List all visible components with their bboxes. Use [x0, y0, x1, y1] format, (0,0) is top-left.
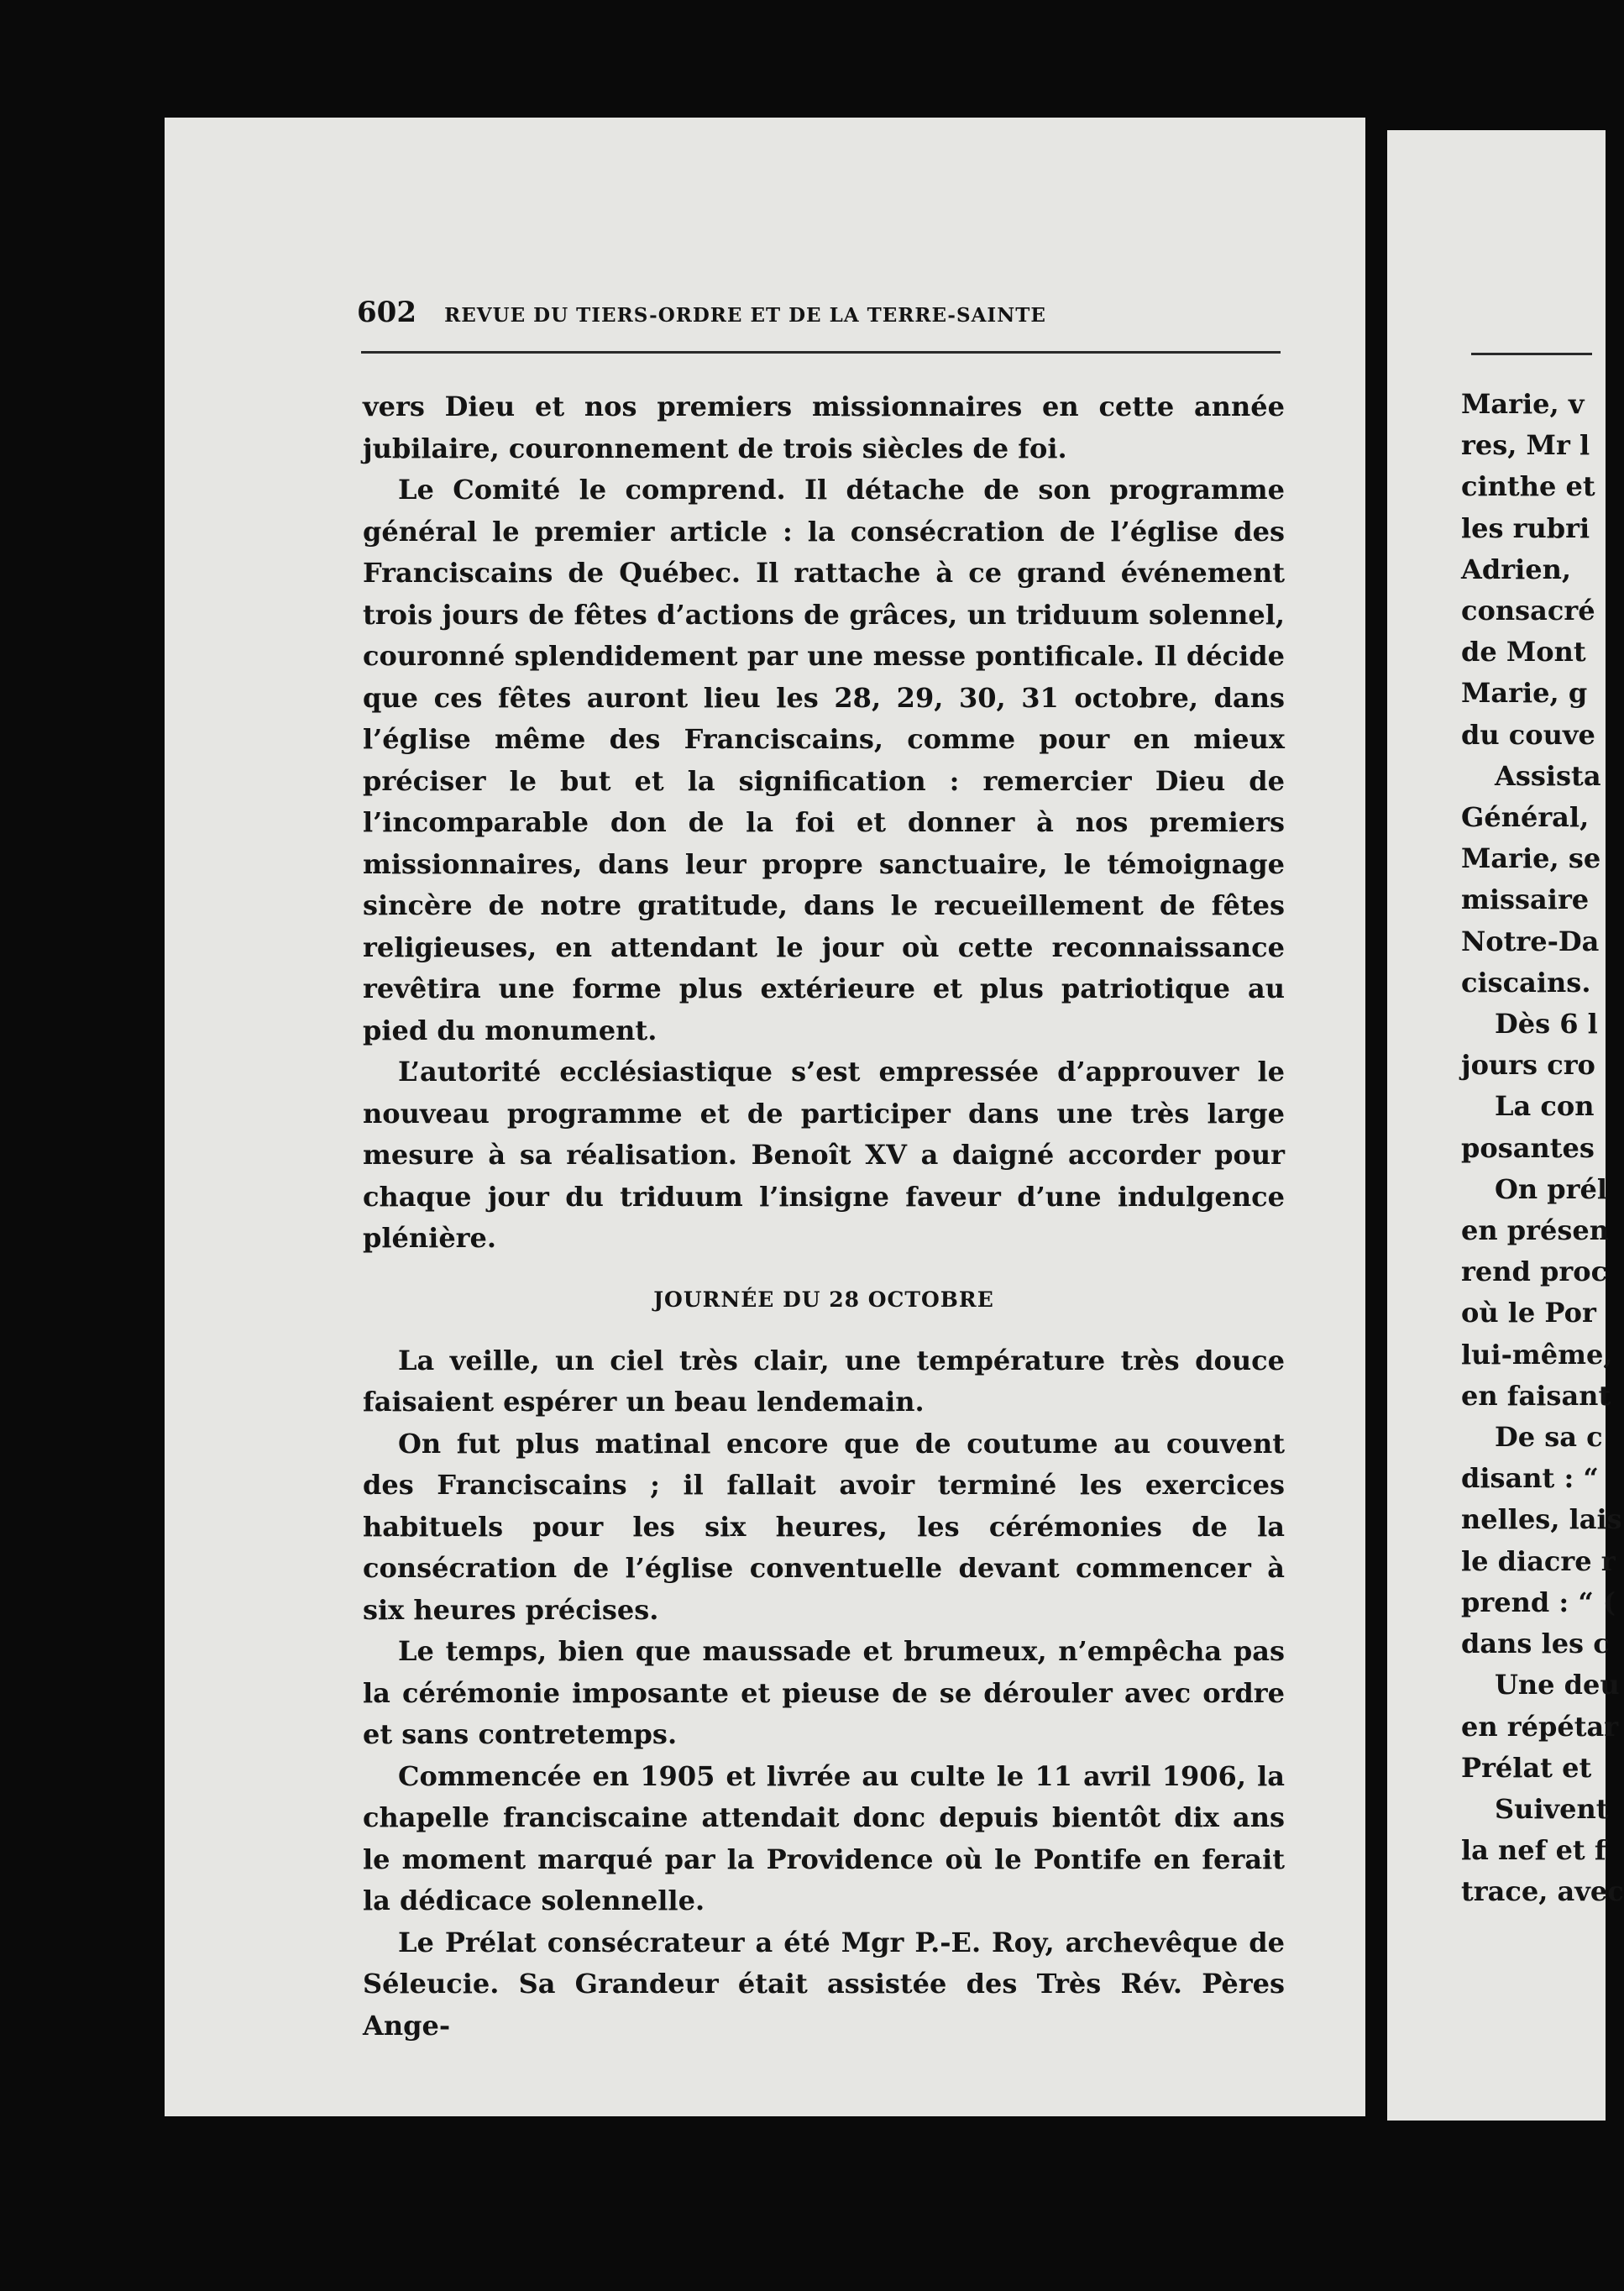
right-page-line: res, Mr l	[1461, 429, 1590, 462]
right-page-line: trace, avec	[1461, 1875, 1624, 1908]
right-page-line: rend proc	[1461, 1256, 1608, 1288]
paragraph: vers Dieu et nos premiers missionnaires en cette année jubilaire, couronnement de trois siècles de foi.	[363, 391, 1285, 464]
right-page-line: Marie, v	[1461, 388, 1585, 420]
right-page-line: Général,	[1461, 801, 1590, 834]
paragraph: La veille, un ciel très clair, une température très douce faisaient espérer un beau lendemain.	[363, 1344, 1285, 1418]
right-page-line: Une deu	[1495, 1669, 1620, 1701]
right-page-line: missaire	[1461, 883, 1590, 916]
paragraph: Le temps, bien que maussade et brumeux, n’empêcha pas la cérémonie imposante et pieuse de se dérouler avec ordre et sans contretemps.	[363, 1635, 1285, 1750]
right-page-line: Marie, se	[1461, 842, 1601, 875]
right-page-rule	[1471, 353, 1592, 355]
header-title: REVUE DU TIERS-ORDRE ET DE LA TERRE-SAINTE	[444, 304, 1046, 327]
right-page-line: cinthe et	[1461, 470, 1595, 503]
running-head	[357, 296, 1281, 329]
right-page-line: Prélat et	[1461, 1751, 1592, 1784]
right-page-line: en présen	[1461, 1214, 1609, 1247]
right-page-line: Assista	[1495, 759, 1601, 792]
page-number: 602	[357, 296, 416, 329]
right-page-line: la nef et f	[1461, 1834, 1606, 1867]
right-page-line: La con	[1495, 1090, 1595, 1123]
right-page-line: en faisant	[1461, 1379, 1611, 1412]
right-page-line: dans les c	[1461, 1628, 1610, 1660]
right-page-line: Adrien,	[1461, 553, 1571, 585]
section-heading: JOURNÉE DU 28 OCTOBRE	[653, 1287, 994, 1312]
paragraph: Le Comité le comprend. Il détache de son programme général le premier article : la consécration de l’église des Franciscains de Québec. Il rattache à ce grand événement trois jours de fêtes d’actions de grâces, un triduum solennel, couronné splendidement par une messe pontificale. Il décide que ces fêtes auront lieu les 28, 29, 30, 31 octobre, dans l’église même des Franciscains, comme pour en mieux préciser le but et la signification : remercier Dieu de l’incomparable don de la foi et donner à nos premiers missionnaires, dans leur propre sanctuaire, le témoignage sincère de notre gratitude, dans le recueillement de fêtes religieuses, en attendant le jour où cette reconnaissance revêtira une forme plus extérieure et plus patriotique au pied du monument.	[363, 474, 1285, 1046]
right-page-line: le diacre r	[1461, 1544, 1616, 1577]
right-page-line: consacré	[1461, 595, 1595, 627]
right-page-line: posantes	[1461, 1131, 1595, 1164]
right-page-line: De sa c	[1495, 1421, 1603, 1454]
right-page-line: les rubri	[1461, 511, 1590, 544]
right-page-line: Dès 6 l	[1495, 1008, 1598, 1041]
right-page-line: en répétar	[1461, 1710, 1619, 1743]
right-page-line: On prél	[1495, 1172, 1608, 1205]
right-page-line: Marie, g	[1461, 677, 1588, 710]
right-page-line: jours cro	[1461, 1049, 1595, 1082]
paragraph: On fut plus matinal encore que de coutume au couvent des Franciscains ; il fallait avoir terminé les exercices habituels pour les six heures, les cérémonies de la consécration de l’église conventuelle devant commencer à six heures précises.	[363, 1427, 1285, 1626]
right-page-line: disant : “	[1461, 1462, 1599, 1495]
right-page-line: ciscains.	[1461, 966, 1591, 999]
right-page-line: prend : “ (	[1461, 1586, 1616, 1618]
paragraph: Commencée en 1905 et livrée au culte le 11 avril 1906, la chapelle franciscaine attendait donc depuis bientôt dix ans le moment marqué par la Providence où le Pontife en ferait la dédicace solennelle.	[363, 1759, 1285, 1916]
header-rule	[361, 351, 1281, 354]
right-page-text	[1461, 384, 1624, 1913]
right-page-line: nelles, lais	[1461, 1503, 1622, 1536]
paragraph: Le Prélat consécrateur a été Mgr P.-E. Roy, archevêque de Séleucie. Sa Grandeur était assistée des Très Rév. Pères Ange-	[363, 1926, 1285, 2042]
right-page-line: Notre-Da	[1461, 925, 1600, 957]
right-page-line: où le Por	[1461, 1297, 1596, 1329]
right-page-line: de Mont	[1461, 636, 1586, 668]
right-page-line: Suivent	[1495, 1792, 1609, 1825]
paragraph: L’autorité ecclésiastique s’est empressée d’approuver le nouveau programme et de participer dans une très large mesure à sa réalisation. Benoît XV a daigné accorder pour chaque jour du triduum l’insigne faveur d’une indulgence plénière.	[363, 1056, 1285, 1254]
right-page-line: du couve	[1461, 718, 1595, 751]
right-page-line: lui-même,	[1461, 1338, 1613, 1371]
body-text	[363, 386, 1285, 2047]
